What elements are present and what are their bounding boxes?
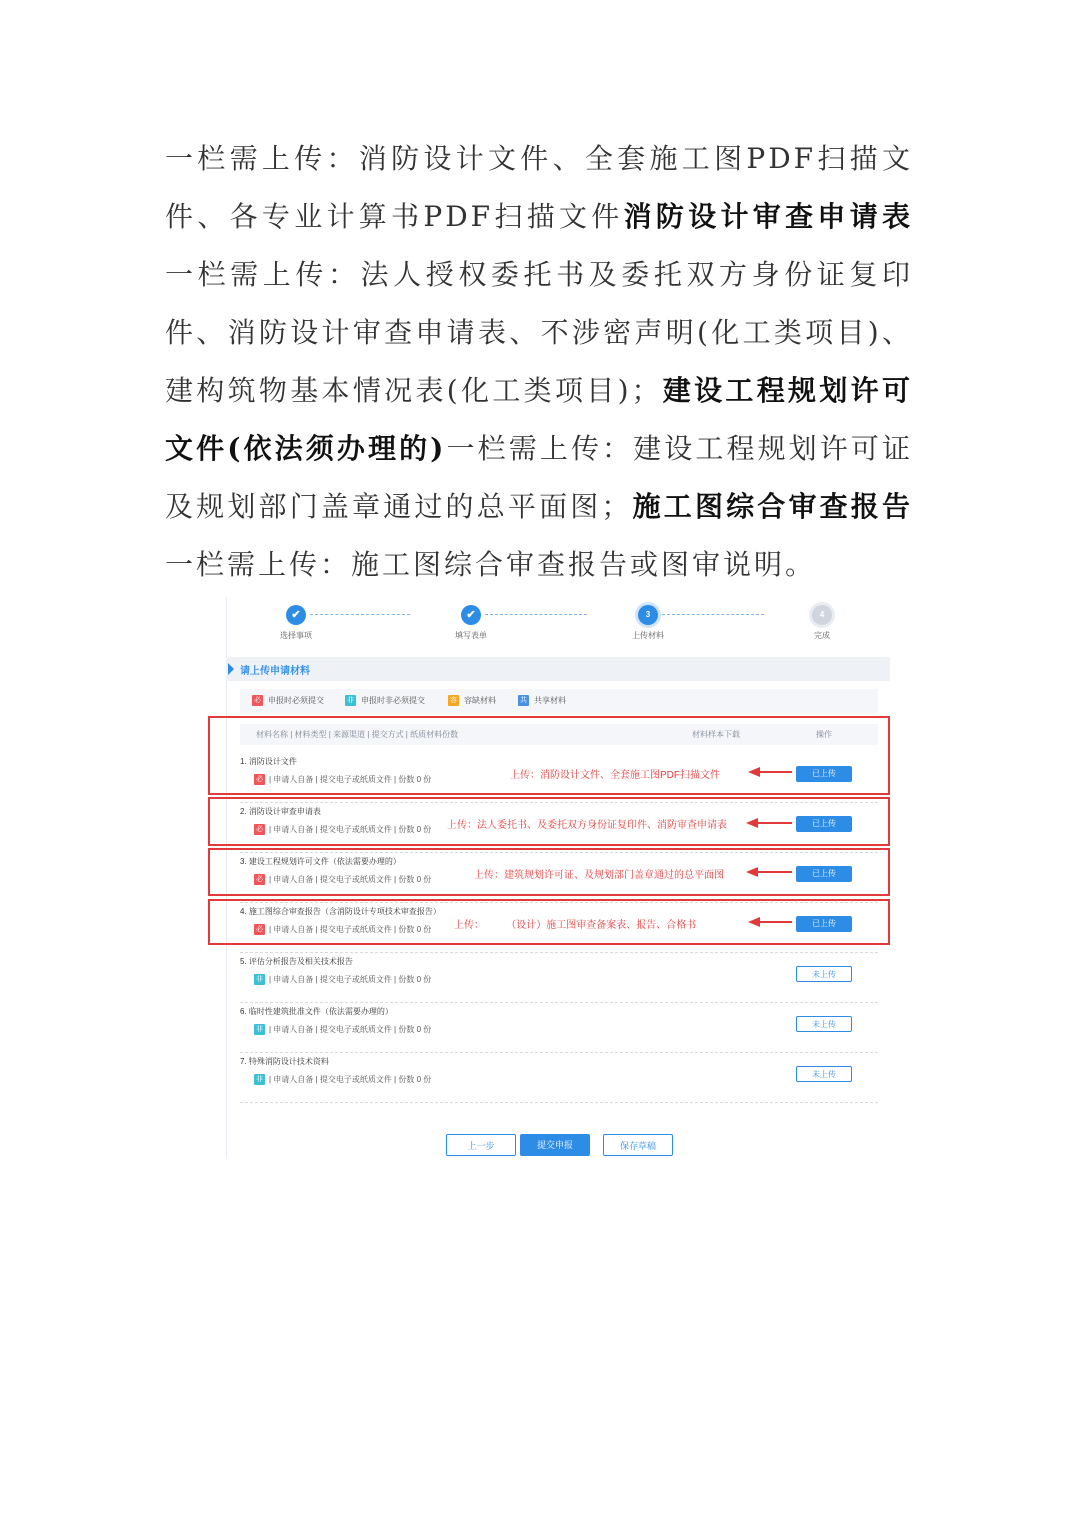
annotation-text: 上传： （设计）施工图审查备案表、报告、合格书 [454,920,697,931]
material-name: 7. 特殊消防设计技术资料 [240,1057,329,1066]
not-uploaded-button[interactable]: 未上传 [796,1066,852,1082]
optional-icon: 非 [256,976,263,984]
optional-icon: 非 [256,1026,263,1034]
material-row [240,1052,878,1103]
step-label: 上传材料 [632,631,664,640]
column-info: 材料名称 | 材料类型 | 来源渠道 | 提交方式 | 纸质材料份数 [256,730,459,739]
annotation-arrows [226,597,890,957]
save-draft-button[interactable]: 保存草稿 [603,1134,673,1156]
material-meta [254,1074,431,1085]
column-sample: 材料样本下载 [692,730,740,739]
material-name: 6. 临时性建筑批准文件（依法需要办理的） [240,1007,393,1016]
optional-icon: 非 [347,697,354,705]
step-number: 4 [812,605,832,625]
annotation-text: 上传：法人委托书、及委托双方身份证复印件、消防审查申请表 [447,820,727,831]
material-row [240,1002,878,1053]
material-meta [254,1024,431,1035]
annotation-text: 上传：建筑规划许可证、及规划部门盖章通过的总平面图 [474,870,724,881]
arrow-icon [746,818,792,828]
meta-text: | 申请人自备 | 提交电子或纸质文件 | 份数 0 份 [269,1075,432,1084]
submit-button[interactable]: 提交申报 [520,1134,590,1156]
heading-review-report: 施工图综合审查报告 [632,490,913,523]
material-row [240,952,878,1003]
step-label: 完成 [814,631,830,640]
meta-text: | 申请人自备 | 提交电子或纸质文件 | 份数 0 份 [269,825,432,834]
material-name: 1. 消防设计文件 [240,757,297,766]
meta-text: | 申请人自备 | 提交电子或纸质文件 | 份数 0 份 [269,1025,432,1034]
legend-label: 申报时必须提交 [268,696,324,705]
arrow-icon [748,917,792,927]
sentence-4: 一栏需上传：施工图综合审查报告或图审说明。 [165,548,817,581]
required-icon: 必 [254,697,261,705]
uploaded-button[interactable]: 已上传 [796,916,852,932]
check-icon: ✔ [461,605,481,625]
heading-application-form: 消防设计审查申请表 [623,200,913,233]
meta-text: | 申请人自备 | 提交电子或纸质文件 | 份数 0 份 [269,775,432,784]
uploaded-button[interactable]: 已上传 [796,816,852,832]
column-action: 操作 [816,730,832,739]
step-label: 选择事项 [280,631,312,640]
meta-text: | 申请人自备 | 提交电子或纸质文件 | 份数 0 份 [269,875,432,884]
arrow-icon [748,767,792,777]
not-uploaded-button[interactable]: 未上传 [796,1016,852,1032]
uploaded-button[interactable]: 已上传 [796,866,852,882]
heading-planning-permit: 建设工程规划许可文件(依法须办理的) [165,374,913,465]
annotation-text: 上传：消防设计文件、全套施工图PDF扫描文件 [510,770,720,781]
deficiency-icon: 容 [450,697,457,705]
required-icon: 必 [256,826,263,834]
optional-icon: 非 [256,1076,263,1084]
uploaded-button[interactable]: 已上传 [796,766,852,782]
meta-text: | 申请人自备 | 提交电子或纸质文件 | 份数 0 份 [269,925,432,934]
legend-label: 申报时非必须提交 [361,696,425,705]
not-uploaded-button[interactable]: 未上传 [796,966,852,982]
shared-icon: 共 [520,697,527,705]
sentence-2: 一栏需上传：法人授权委托书及委托双方身份证复印件、消防设计审查申请表、不涉密声明(化工类项目)、建构筑物基本情况表(化工类项目)； [165,258,913,407]
step-label: 填写表单 [455,631,487,640]
required-icon: 必 [256,876,263,884]
sentence-1: 一栏需上传：消防设计文件、全套施工图PDF扫描文件、各专业计算书PDF扫描文件 [165,142,913,233]
material-name: 4. 施工图综合审查报告（含消防设计专项技术审查报告） [240,907,441,916]
section-title: 请上传申请材料 [240,666,310,677]
sentence-3: 一栏需上传：建设工程规划许可证及规划部门盖章通过的总平面图； [165,432,913,523]
step-number: 3 [638,605,658,625]
check-icon: ✔ [286,605,306,625]
embedded-screenshot [226,597,890,1159]
legend-label: 共享材料 [534,696,566,705]
legend-label: 容缺材料 [464,696,496,705]
instruction-paragraph [165,130,913,594]
material-meta [254,974,431,985]
previous-step-button[interactable]: 上一步 [446,1134,516,1156]
material-name: 3. 建设工程规划许可文件（依法需要办理的） [240,857,401,866]
required-icon: 必 [256,926,263,934]
material-name: 5. 评估分析报告及相关技术报告 [240,957,353,966]
material-name: 2. 消防设计审查申请表 [240,807,321,816]
required-icon: 必 [256,776,263,784]
meta-text: | 申请人自备 | 提交电子或纸质文件 | 份数 0 份 [269,975,432,984]
arrow-icon [746,867,792,877]
